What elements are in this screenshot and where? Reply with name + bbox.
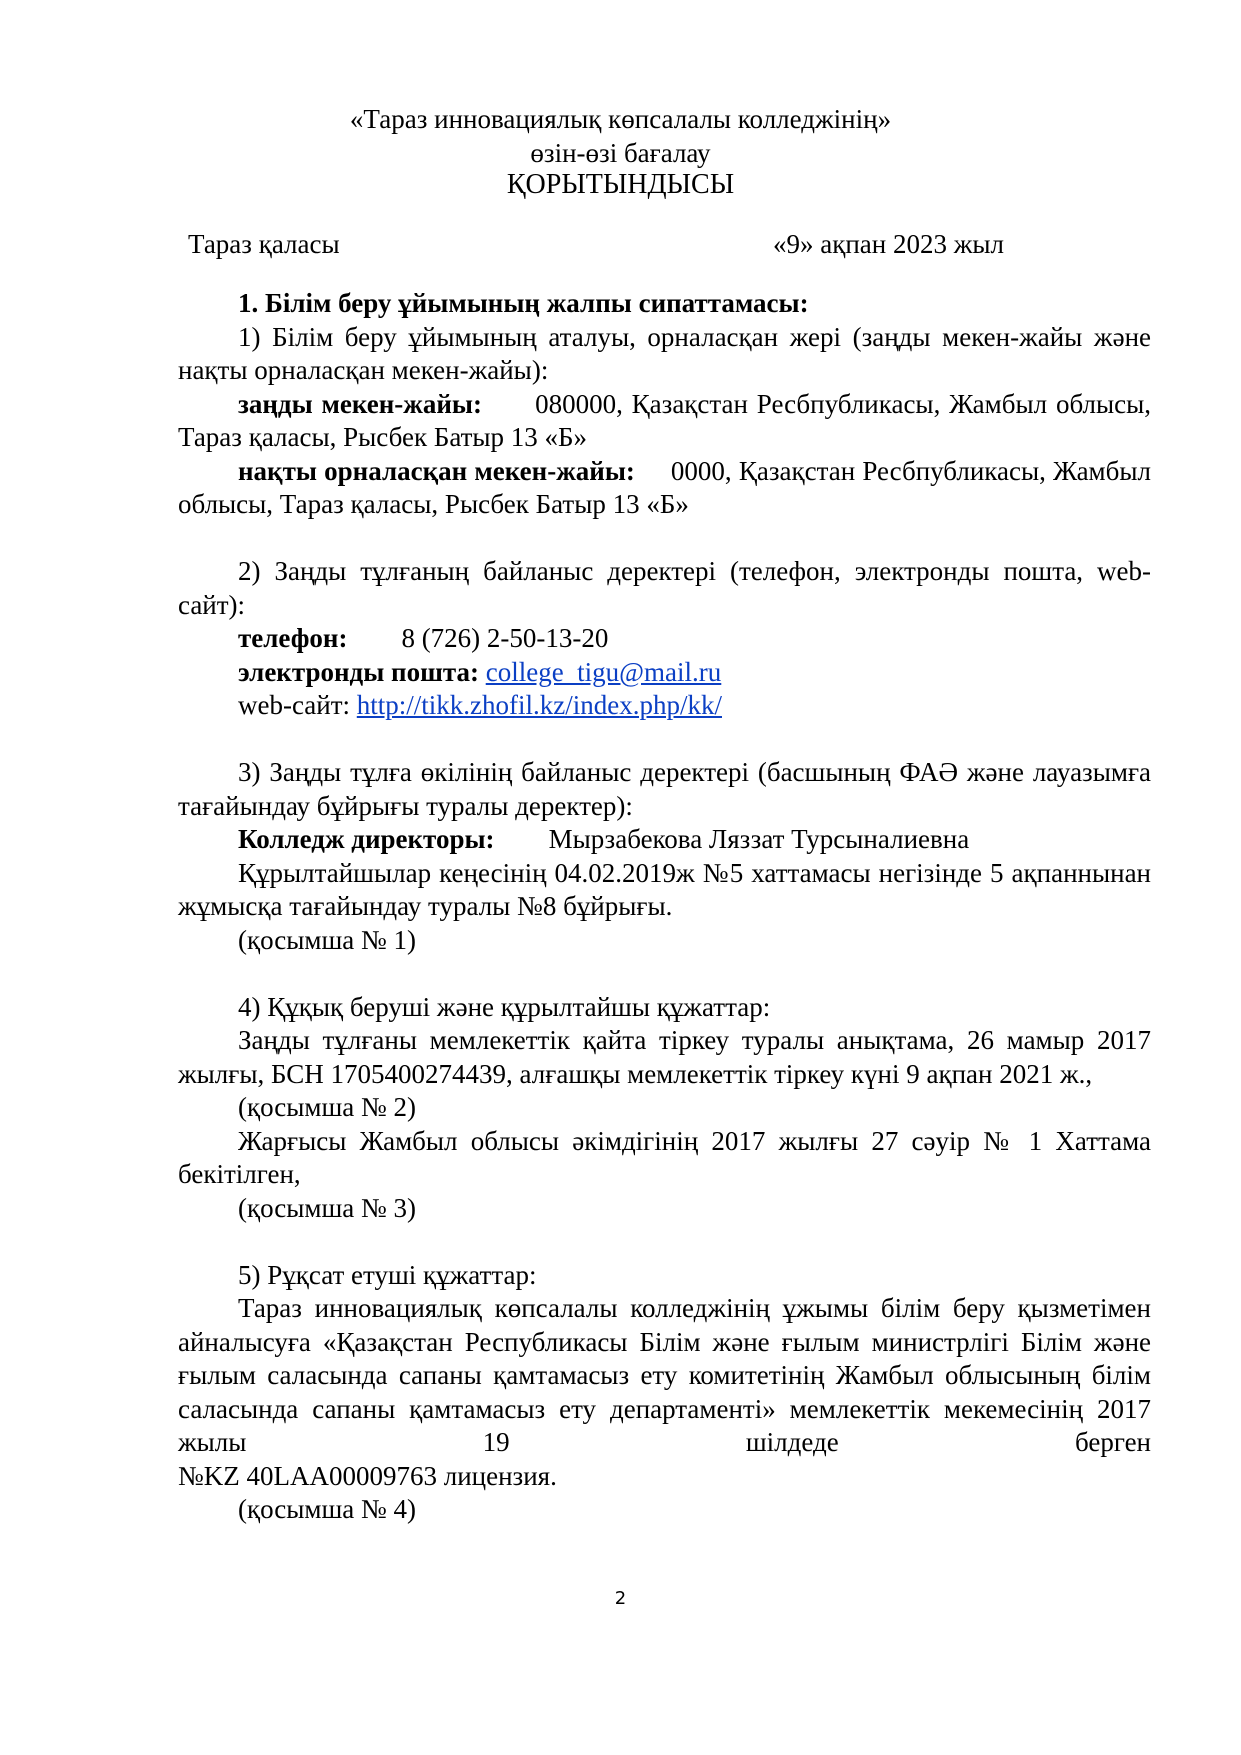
website-link[interactable]: http://tikk.zhofil.kz/index.php/kk/ <box>356 690 722 720</box>
spacer <box>178 723 1151 757</box>
spacer <box>178 522 1151 556</box>
phone <box>178 622 1151 656</box>
city: Тараз қаласы <box>188 229 340 259</box>
spacer <box>178 1225 1151 1259</box>
appointment-order: Құрылтайшылар кеңесінің 04.02.2019ж №5 хаттамасы негізінде 5 ақпаннынан жұмысқа тағайындау туралы №8 бұйрығы. <box>178 857 1151 921</box>
appendix-3: (қосымша № 3) <box>238 1192 417 1223</box>
legal-address-label: заңды мекен-жайы: <box>238 388 482 419</box>
header-title: ҚОРЫТЫНДЫСЫ <box>506 169 735 200</box>
appendix-1: (қосымша № 1) <box>238 924 417 955</box>
phone-label: телефон: <box>238 623 348 653</box>
document-body <box>178 287 1151 1527</box>
header-line-1: «Тараз инновациялық көпсалалы колледжінің» <box>349 104 892 134</box>
section-5-intro: 5) Рұқсат етуші құжаттар: <box>238 1259 537 1290</box>
license-number: №KZ 40LAA00009763 лицензия. <box>178 1460 557 1491</box>
spacer <box>178 957 1151 991</box>
legal-address-value: 080000, Қазақстан Ресбпубликасы, Жамбыл облысы, Тараз қаласы, Рысбек Батыр 13 «Б» <box>178 388 1151 452</box>
director-name: Мырзабекова Ляззат Турсыналиевна <box>548 824 970 854</box>
section-1-heading: 1. Білім беру ұйымының жалпы сипаттамасы: <box>238 288 809 318</box>
section-1-item-1: 1) Білім беру ұйымының аталуы, орналасқан жері (заңды мекен-жайы және нақты орналасқан мекен-жайы): <box>178 321 1151 385</box>
director-label: Колледж директоры: <box>238 824 495 854</box>
website-label: web-сайт: <box>238 690 351 720</box>
charter-text: Жарғысы Жамбыл облысы әкімдігінің 2017 жылғы 27 сәуір № 1 Хаттама бекітілген, <box>178 1125 1151 1189</box>
email-label: электронды пошта: <box>238 656 479 687</box>
header-line-2: өзін-өзі бағалау <box>530 138 711 168</box>
license-text: Тараз инновациялық көпсалалы колледжінің ұжымы білім беру қызметімен айналысуға «Қазақстан Республикасы Білім және ғылым министрлігі Білім және ғылым саласында сапаны қамтамасыз ету комитетінің Жамбыл облысының білім саласында сапаны қамтамасыз ету департаменті» мемлекеттік мекемесінің 2017 жылы 19 шілдеде берген <box>178 1293 1151 1457</box>
date: «9» ақпан 2023 жыл <box>772 229 1004 259</box>
registration-text: Заңды тұлғаны мемлекеттік қайта тіркеу туралы анықтама, 26 мамыр 2017 жылғы, БСН 1705400274439, алғашқы мемлекеттік тіркеу күні 9 ақпан 2021 ж., <box>178 1025 1151 1089</box>
director <box>178 823 1151 857</box>
section-2-intro: 2) Заңды тұлғаның байланыс деректері (телефон, электронды пошта, web-сайт): <box>178 556 1151 620</box>
appendix-2: (қосымша № 2) <box>238 1092 417 1122</box>
email <box>178 656 1151 690</box>
legal-address <box>178 388 1151 455</box>
appendix-4: (қосымша № 4) <box>238 1494 417 1524</box>
actual-address <box>178 455 1151 522</box>
page-number: 2 <box>614 1588 627 1609</box>
section-4-intro: 4) Құқық беруші және құрылтайшы құжаттар: <box>238 991 771 1022</box>
website <box>178 689 1151 723</box>
section-3-intro: 3) Заңды тұлға өкілінің байланыс деректері (басшының ФАӘ және лауазымға тағайындау бұйрығы туралы деректер): <box>178 757 1151 821</box>
actual-address-label: нақты орналасқан мекен-жайы: <box>238 455 635 486</box>
email-link[interactable]: college_tigu@mail.ru <box>485 656 722 687</box>
phone-value: 8 (726) 2-50-13-20 <box>401 623 609 653</box>
actual-address-value: 0000, Қазақстан Ресбпубликасы, Жамбыл облысы, Тараз қаласы, Рысбек Батыр 13 «Б» <box>178 455 1151 519</box>
